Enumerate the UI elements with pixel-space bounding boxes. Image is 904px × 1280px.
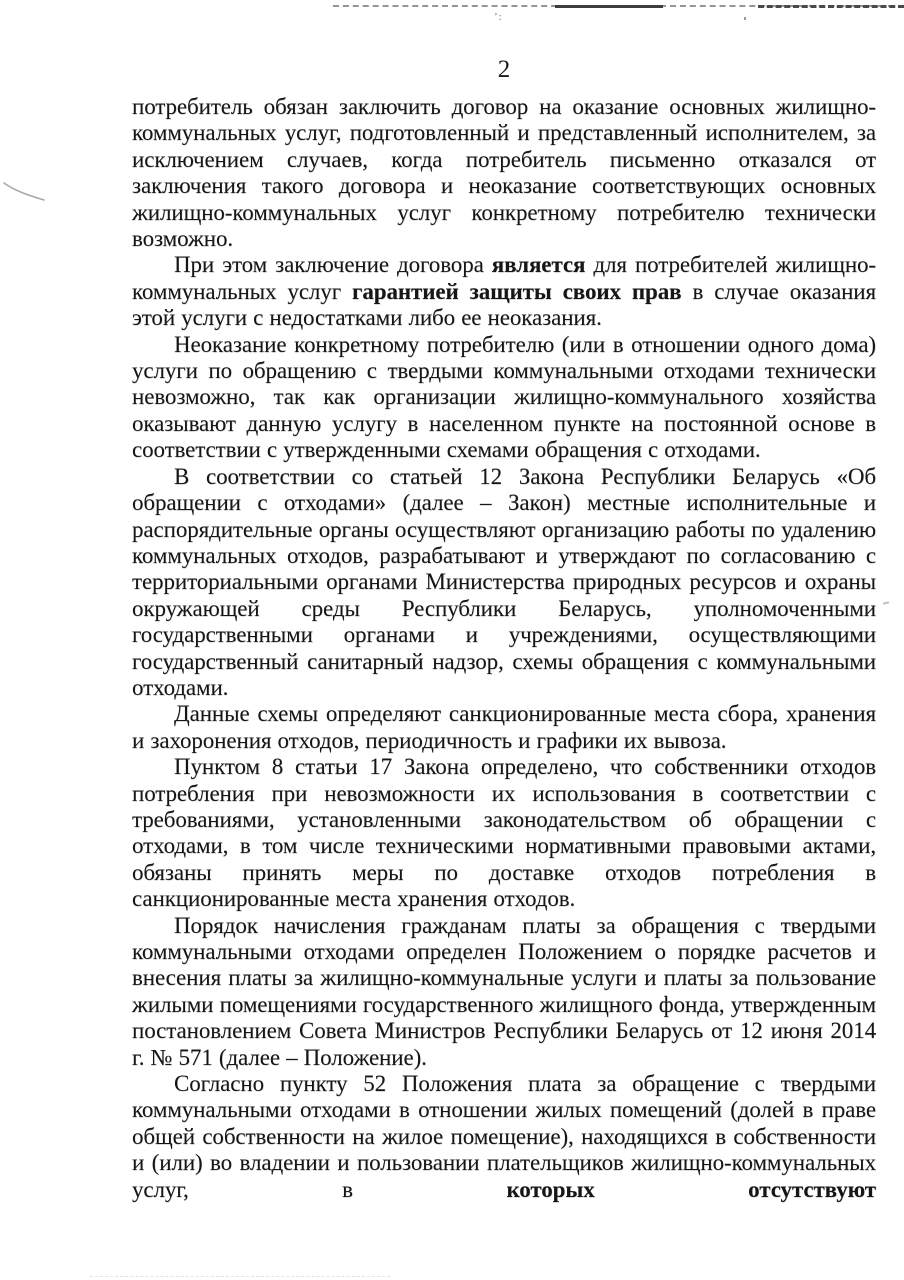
paragraph-run: Согласно пункту 52 Положения плата за обращение с твердыми коммунальными отходами в отношении жилых помещений (долей в праве общей собственности на жилое помещение), находящихся в собственности и (или) во владении и пользовании плательщиков жилищно-коммунальных услуг, в: [132, 1071, 876, 1202]
scan-artifact-bottom-faint-line: [90, 1276, 390, 1277]
paragraph-run-bold: гарантией защиты своих прав: [352, 278, 682, 304]
paragraph: [132, 754, 876, 912]
scan-artifact-speck-top-center: [494, 13, 504, 29]
paragraph: [132, 332, 876, 464]
paragraph: [132, 1071, 876, 1203]
paragraph-run: Неоказание конкретному потребителю (или в отношении одного дома) услуги по обращению с твердыми коммунальными отходами технически невозможно, так как организации жилищно-коммунального хозяйства оказывают данную услугу в населенном пункте на постоянной основе в соответствии с утвержденными схемами обращения с отходами.: [132, 331, 876, 463]
scan-artifact-dot-top-right: [744, 17, 746, 20]
paragraph-run: При этом заключение договора: [174, 252, 492, 278]
paragraph-run: потребитель обязан заключить договор на оказание основных жилищно-коммунальных услуг, подготовленный и представленный исполнителем, за исключением случаев, когда потребитель письменно отказался от заключения такого договора и неоказание соответствующих основных жилищно-коммунальных услуг конкретному потребителю технически возможно.: [132, 94, 876, 252]
paragraph-run: для потребителей жилищно-коммунальных услуг: [132, 252, 876, 304]
scan-artifact-top-dash-dark-2: [758, 5, 904, 8]
paragraph: [132, 701, 876, 754]
paragraph-run-bold: которых отсутствуют: [506, 1176, 876, 1202]
scan-artifact-top-dash-dark-1: [555, 5, 663, 8]
paragraph-run: Пунктом 8 статьи 17 Закона определено, что собственники отходов потребления при невозможности их использования в соответствии с требованиями, установленными законодательством об обращении с отходами, в том числе техническими нормативными правовыми актами, обязаны принять меры по доставке отходов потребления в санкционированные места хранения отходов.: [132, 754, 876, 912]
page-number: 2: [497, 56, 511, 83]
paragraph-run: Порядок начисления гражданам платы за обращения с твердыми коммунальными отходами определен Положением о порядке расчетов и внесения платы за жилищно-коммунальные услуги и платы за пользование жилыми помещениями государственного жилищного фонда, утвержденным постановлением Совета Министров Республики Беларусь от 12 июня 2014 г. № 571 (далее – Положение).: [132, 912, 876, 1070]
scan-artifact-pen-stroke: [2, 179, 48, 207]
paragraph-run: в случае оказания этой услуги с недостатками либо ее неоказания.: [132, 278, 876, 331]
document-body: [132, 94, 876, 1203]
paragraph-run: Данные схемы определяют санкционированные места сбора, хранения и захоронения отходов, периодичность и графики их вывоза.: [132, 701, 876, 753]
paragraph-run: В соответствии со статьей 12 Закона Республики Беларусь «Об обращении с отходами» (далее – Закон) местные исполнительные и распорядительные органы осуществляют организацию работы по удалению коммунальных отходов, разрабатывают и утверждают по согласованию с территориальными органами Министерства природных ресурсов и охраны окружающей среды Республики Беларусь, уполномоченными государственными органами и учреждениями, осуществляющими государственный санитарный надзор, схемы обращения с коммунальными отходами.: [132, 463, 876, 700]
paragraph: [132, 913, 876, 1071]
paragraph: [132, 464, 876, 702]
paragraph-run-bold: является: [491, 252, 586, 278]
paragraph: [132, 252, 876, 331]
scan-artifact-speck-right-margin: [883, 601, 889, 604]
paragraph: [132, 94, 876, 252]
